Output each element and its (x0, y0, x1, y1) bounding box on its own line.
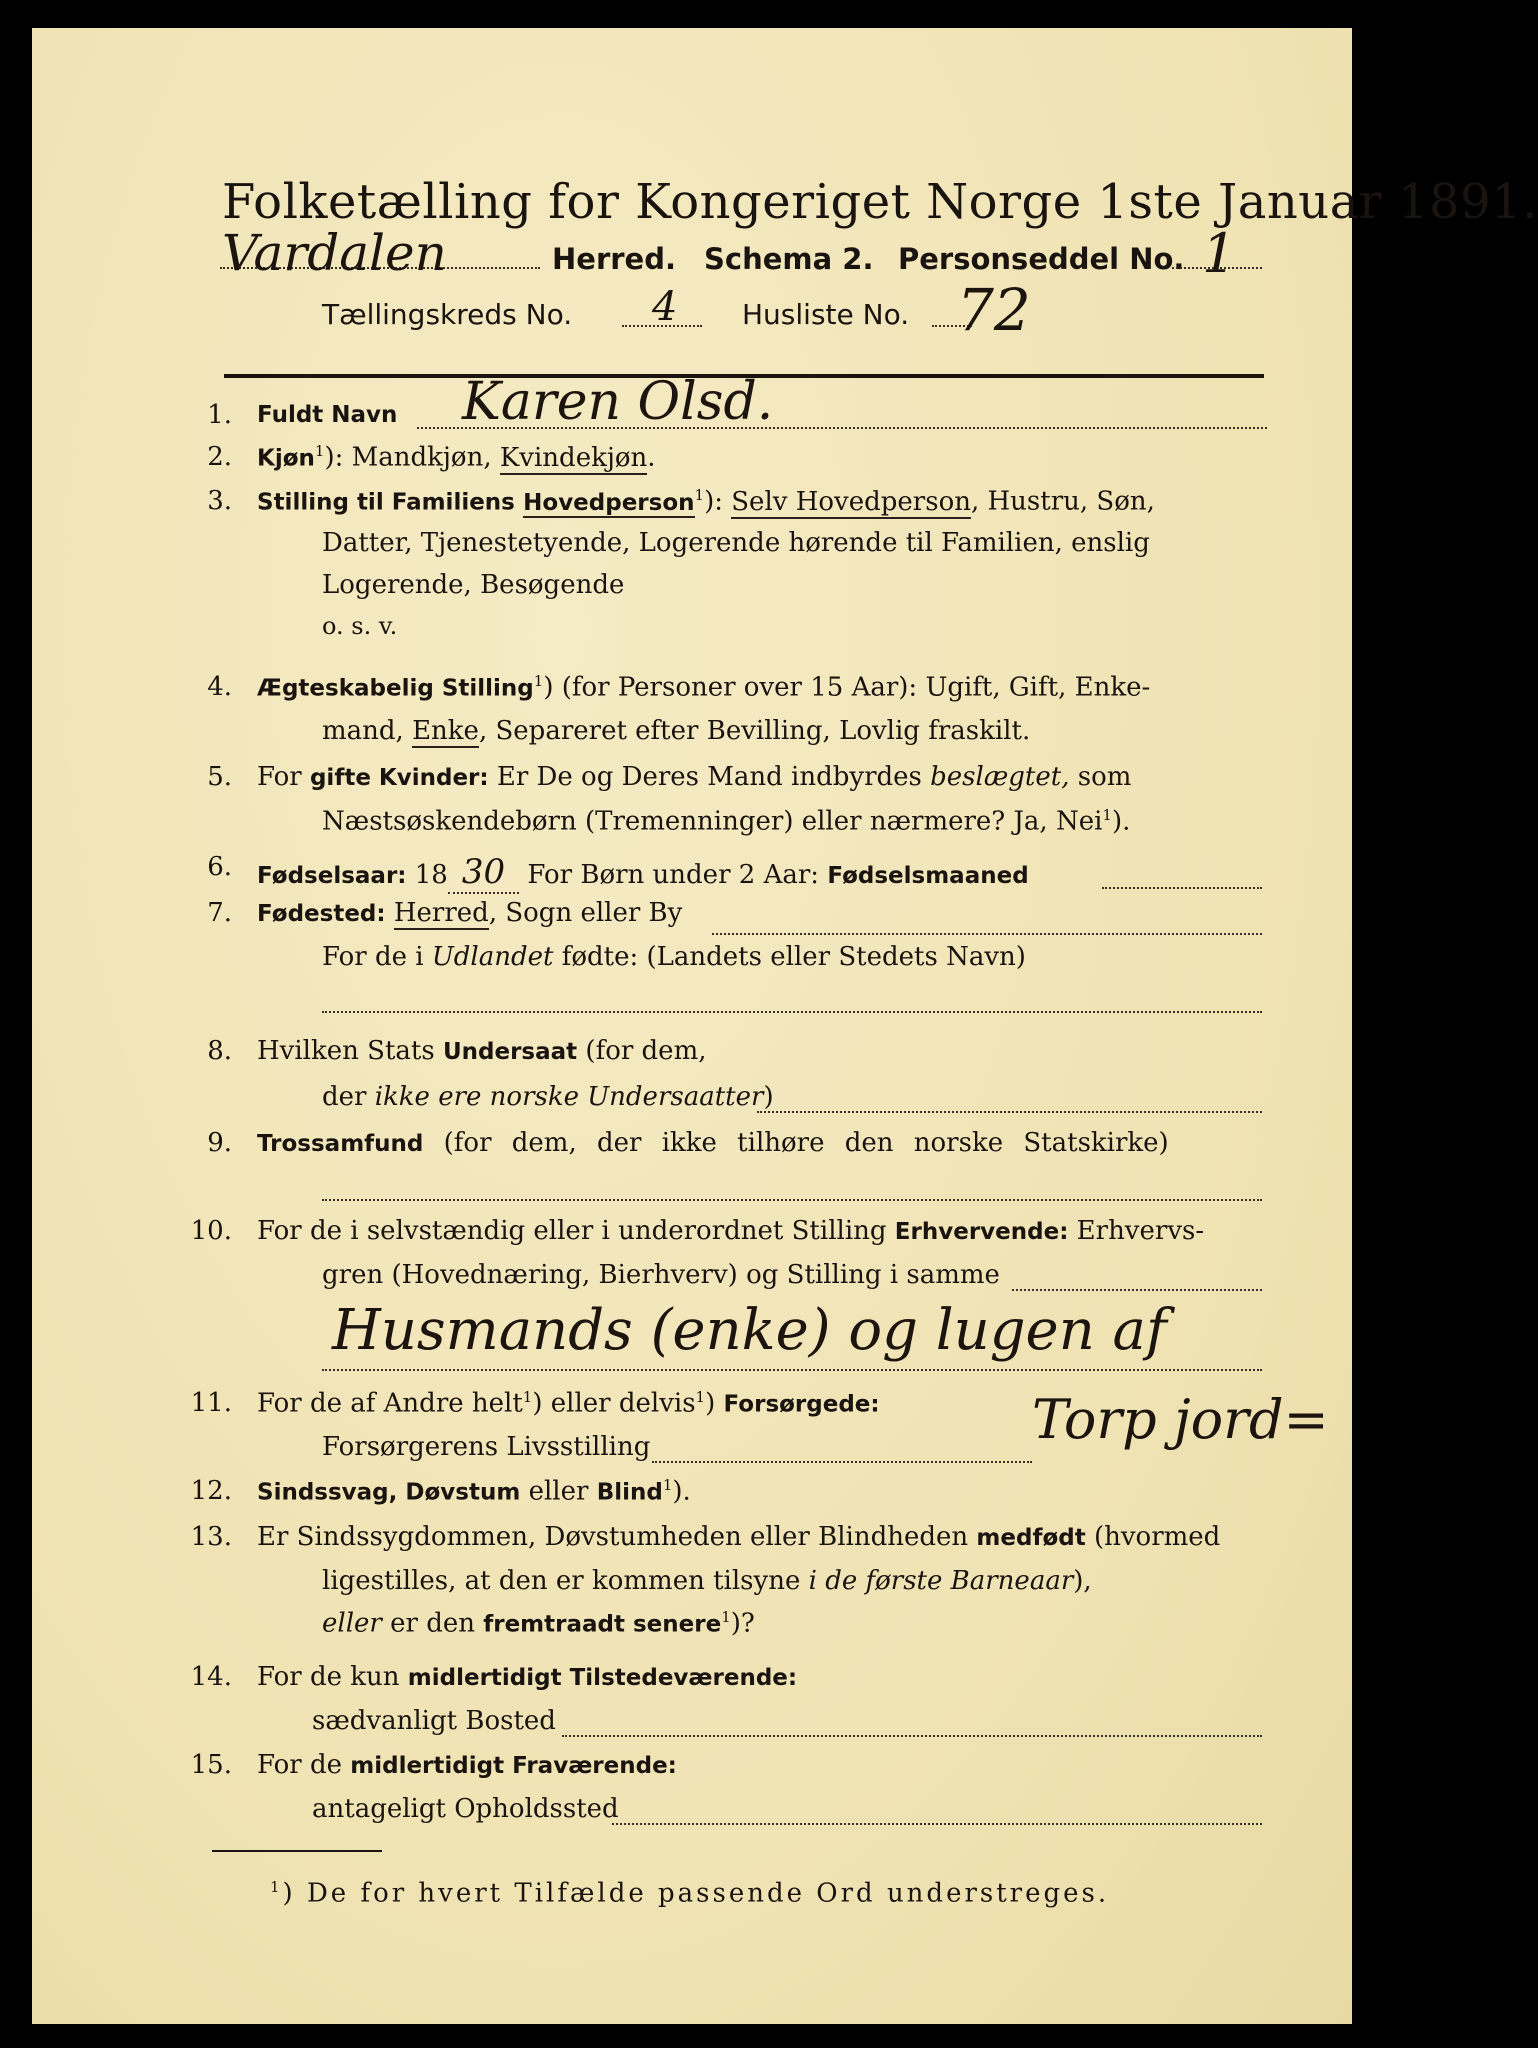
item-13-line-3: eller er den fremtraadt senere$^1$)? (322, 1608, 755, 1639)
item-1-label: Fuldt Navn (257, 402, 398, 428)
item-12: Sindssvag, Døvstum eller Blind$^1$). (257, 1476, 691, 1507)
taellingskreds-line (322, 276, 1222, 350)
item-8: Hvilken Stats Undersaat (for dem, (257, 1036, 707, 1066)
full-name-value: Karen Olsd. (462, 372, 774, 432)
item-8-line-2: der ikke ere norske Undersaatter) (322, 1082, 774, 1112)
husliste-label: Husliste No. (742, 298, 910, 331)
husliste-no: 72 (957, 276, 1031, 344)
taellingskreds-no: 4 (652, 284, 678, 330)
item-11: For de af Andre helt$^1$) eller delvis$^1$) Forsørgede: (257, 1388, 880, 1419)
item-4-line-2: mand, Enke, Separeret efter Bevilling, Lovlig fraskilt. (322, 716, 1031, 746)
item-15-line-2: antageligt Opholdssted (312, 1794, 619, 1824)
item-9-number: 9. (207, 1128, 232, 1158)
item-11-number: 11. (190, 1388, 232, 1418)
item-10-line-2: gren (Hovednæring, Bierhverv) og Stilling i samme (322, 1260, 1000, 1290)
item-3-number: 3. (207, 486, 232, 516)
item-2-label: Kjøn (257, 445, 315, 472)
item-5-line-2: Næstsøskendebørn (Tremenninger) eller nærmere? Ja, Nei$^1$). (322, 806, 1131, 837)
item-7: Fødested: Herred, Sogn eller By (257, 898, 683, 928)
item-6: Fødselsaar: 18 30 For Børn under 2 Aar: Fødselsmaaned (257, 852, 1029, 892)
gender-selected: Kvindekjøn (499, 442, 648, 473)
marital-selected: Enke (412, 716, 479, 746)
schema-label: Schema 2. (704, 242, 874, 276)
item-13-line-2: ligestilles, at den er kommen tilsyne i de første Barneaar), (322, 1566, 1092, 1596)
footnote-rule (212, 1850, 382, 1852)
personseddel-label: Personseddel No. (898, 242, 1185, 276)
item-13-number: 13. (190, 1522, 232, 1552)
item-3-line-3: Logerende, Besøgende (322, 570, 625, 600)
item-3-line-4: o. s. v. (322, 612, 398, 640)
footnote: $^1$) De for hvert Tilfælde passende Ord understreges. (270, 1878, 1110, 1909)
item-6-number: 6. (207, 852, 232, 882)
item-14-line-2: sædvanligt Bosted (312, 1706, 556, 1736)
item-5: For gifte Kvinder: Er De og Deres Mand indbyrdes beslægtet, som (257, 762, 1132, 792)
item-4: Ægteskabelig Stilling$^1$) (for Personer over 15 Aar): Ugift, Gift, Enke- (257, 672, 1151, 703)
item-3: Stilling til Familiens Hovedperson$^1$): Selv Hovedperson, Hustru, Søn, (257, 486, 1155, 517)
provider-value: Torp jord= (1032, 1388, 1329, 1451)
item-3-line-2: Datter, Tjenestetyende, Logerende hørende til Familien, enslig (322, 528, 1150, 558)
item-13: Er Sindssygdommen, Døvstumheden eller Blindheden medfødt (hvormed (257, 1522, 1221, 1552)
item-2: Kjøn$^1$): Mandkjøn, Kvindekjøn. (257, 442, 656, 473)
herred-name: Vardalen (222, 224, 447, 282)
item-11-line-2: Forsørgerens Livsstilling (322, 1432, 651, 1462)
taellingskreds-label: Tællingskreds No. (322, 298, 573, 331)
item-15-number: 15. (190, 1750, 232, 1780)
herred-line (192, 222, 1272, 288)
item-7-number: 7. (207, 898, 232, 928)
item-10: For de i selvstændig eller i underordnet Stilling Erhvervende: Erhvervs- (257, 1216, 1205, 1246)
item-10-number: 10. (190, 1216, 232, 1246)
item-2-number: 2. (207, 442, 232, 472)
herred-label: Herred. (552, 242, 676, 276)
item-15: For de midlertidigt Fraværende: (257, 1750, 677, 1780)
occupation-value: Husmands (enke) og lugen af (332, 1298, 1167, 1363)
item-5-number: 5. (207, 762, 232, 792)
item-7-line-2: For de i Udlandet fødte: (Landets eller Stedets Navn) (322, 942, 1026, 972)
item-9: Trossamfund (for dem, der ikke tilhøre den norske Statskirke) (257, 1128, 1169, 1158)
item-4-number: 4. (207, 672, 232, 702)
item-14-number: 14. (190, 1662, 232, 1692)
personseddel-no: 1 (1202, 222, 1237, 285)
position-selected: Selv Hovedperson (731, 486, 971, 517)
item-12-number: 12. (190, 1476, 232, 1506)
census-form-page (32, 28, 1538, 2024)
birth-year-value: 30 (448, 852, 519, 894)
item-1-number: 1. (207, 400, 232, 430)
form-title: Folketælling for Kongeriget Norge 1ste Januar 1891. (222, 174, 1538, 230)
item-14: For de kun midlertidigt Tilstedeværende: (257, 1662, 798, 1692)
birthplace-selected: Herred (393, 898, 489, 928)
item-8-number: 8. (207, 1036, 232, 1066)
